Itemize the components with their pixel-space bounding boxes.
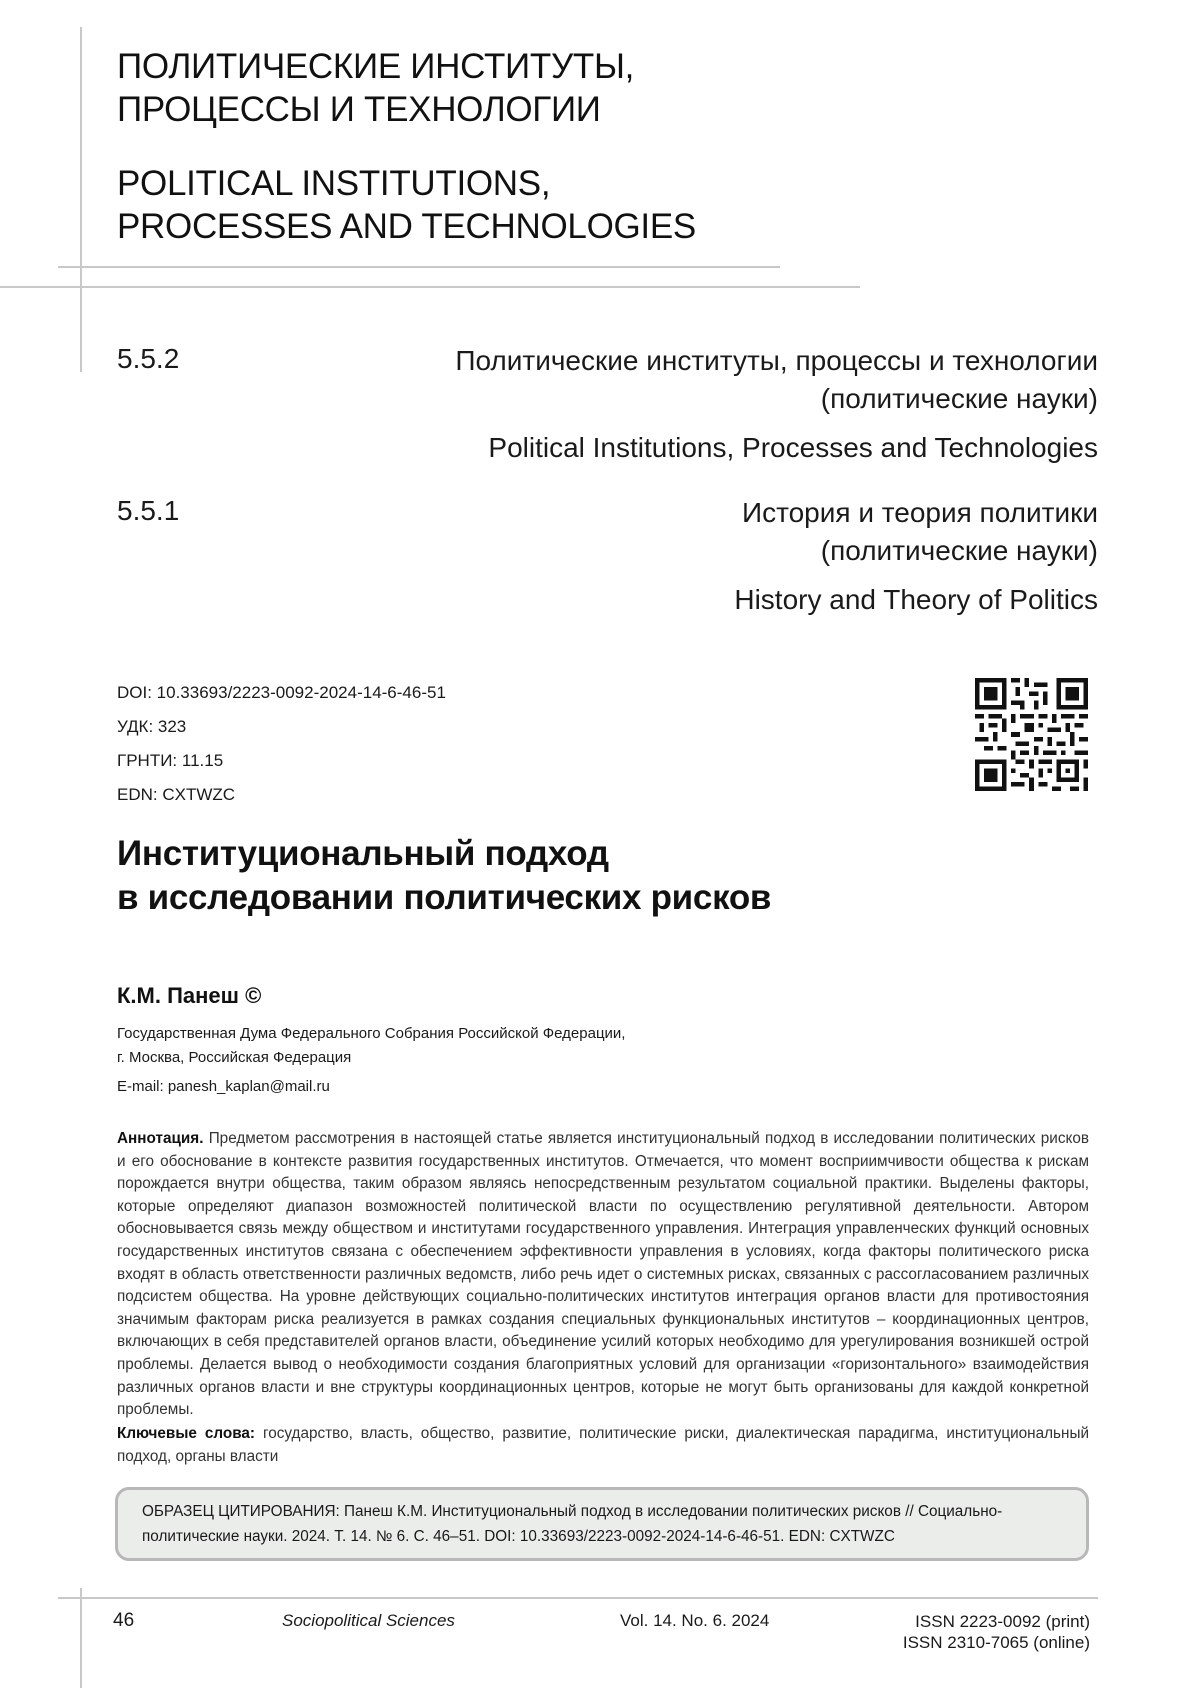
vertical-rule-footer: [80, 1588, 82, 1688]
qr-code-icon: [975, 678, 1088, 791]
section-title-en-line1: POLITICAL INSTITUTIONS,: [117, 162, 917, 205]
specialty-code-2: 5.5.1: [117, 495, 179, 527]
specialty-name-1: [338, 342, 1098, 467]
section-title-ru: [117, 45, 917, 131]
vertical-rule-top: [80, 27, 82, 372]
issn-info: [903, 1611, 1090, 1653]
citation-box: [115, 1487, 1089, 1561]
specialty-name-2-en: History and Theory of Politics: [338, 581, 1098, 619]
specialty-name-2-ru-line1: История и теория политики: [338, 494, 1098, 532]
author-email[interactable]: E-mail: panesh_kaplan@mail.ru: [117, 1078, 330, 1095]
specialty-name-1-en: Political Institutions, Processes and Technologies: [338, 429, 1098, 467]
volume-info: Vol. 14. No. 6. 2024: [620, 1611, 769, 1631]
doi-text: DOI: 10.33693/2223-0092-2024-14-6-46-51: [117, 676, 446, 710]
keywords-label: Ключевые слова:: [117, 1425, 255, 1442]
keywords: [117, 1423, 1089, 1468]
abstract-text: Предметом рассмотрения в настоящей статье является институциональный подход в исследовании политических рисков и его обоснование в контексте развития государственных институтов. Отмечается, что момент восприимчивости общества к рискам порождается внутри общества, таким образом являясь непосредственным результатом социальной практики. Выделены факторы, которые определяют диапазон возможностей политической власти по осуществлению регулятивной деятельности. Автором обосновывается связь между обществом и институтами государственного управления. Интеграция управленческих функций основных государственных институтов связана с обеспечением эффективности управления в условиях, когда факторы политического риска входят в область ответственности различных ведомств, либо речь идет о системных рисках, связанных с рассогласованием различных подсистем общества. На уровне действующих социально-политических институтов интеграция органов власти для противостояния значимым факторам риска реализуется в рамках создания специальных функциональных институтов – координационных центров, включающих в себя представителей органов власти, объединение усилий которых необходимо для урегулирования возникшей острой проблемы. Делается вывод о необходимости создания благоприятных условий для организации «горизонтального» взаимодействия различных органов власти и вне структуры координационных центров, которые не могут быть организованы для каждой конкретной проблемы.: [117, 1130, 1089, 1418]
citation-text: ОБРАЗЕЦ ЦИТИРОВАНИЯ: Панеш К.М. Институциональный подход в исследовании политических рисков // Социально-политические науки. 2024. Т. 14. № 6. С. 46–51. DOI: 10.33693/2223-0092-2024-14-6-46-51. EDN: CXTWZC: [142, 1499, 1062, 1549]
grnti-text: ГРНТИ: 11.15: [117, 744, 446, 778]
article-title: [117, 832, 1017, 920]
specialty-name-2: [338, 494, 1098, 619]
journal-name: Sociopolitical Sciences: [282, 1611, 455, 1631]
abstract-label: Аннотация.: [117, 1130, 203, 1147]
section-title-en: [117, 162, 917, 248]
section-title-en-line2: PROCESSES AND TECHNOLOGIES: [117, 205, 917, 248]
specialty-name-1-ru-line1: Политические институты, процессы и технологии: [338, 342, 1098, 380]
section-title-ru-line1: ПОЛИТИЧЕСКИЕ ИНСТИТУТЫ,: [117, 45, 917, 88]
edn-text: EDN: CXTWZC: [117, 778, 446, 812]
issn-online: ISSN 2310-7065 (online): [903, 1632, 1090, 1653]
issn-print: ISSN 2223-0092 (print): [903, 1611, 1090, 1632]
specialty-name-1-ru-line2: (политические науки): [338, 380, 1098, 418]
horizontal-rule-footer: [58, 1597, 1098, 1599]
udk-text: УДК: 323: [117, 710, 446, 744]
abstract: [117, 1128, 1089, 1422]
specialty-code-1: 5.5.2: [117, 343, 179, 375]
keywords-text: государство, власть, общество, развитие, политические риски, диалектическая парадигма, институциональный подход, органы власти: [117, 1425, 1089, 1465]
affiliation-line2: г. Москва, Российская Федерация: [117, 1046, 917, 1070]
specialty-name-2-ru-line2: (политические науки): [338, 532, 1098, 570]
author-affiliation: [117, 1022, 917, 1070]
page-number: 46: [113, 1610, 134, 1632]
article-title-line2: в исследовании политических рисков: [117, 876, 1017, 920]
article-identifiers: [117, 676, 446, 812]
affiliation-line1: Государственная Дума Федерального Собрания Российской Федерации,: [117, 1022, 917, 1046]
article-title-line1: Институциональный подход: [117, 832, 1017, 876]
author-name: К.М. Панеш ©: [117, 983, 261, 1009]
horizontal-rule-header-2: [0, 286, 860, 288]
horizontal-rule-header-1: [58, 266, 780, 268]
section-title-ru-line2: ПРОЦЕССЫ И ТЕХНОЛОГИИ: [117, 88, 917, 131]
